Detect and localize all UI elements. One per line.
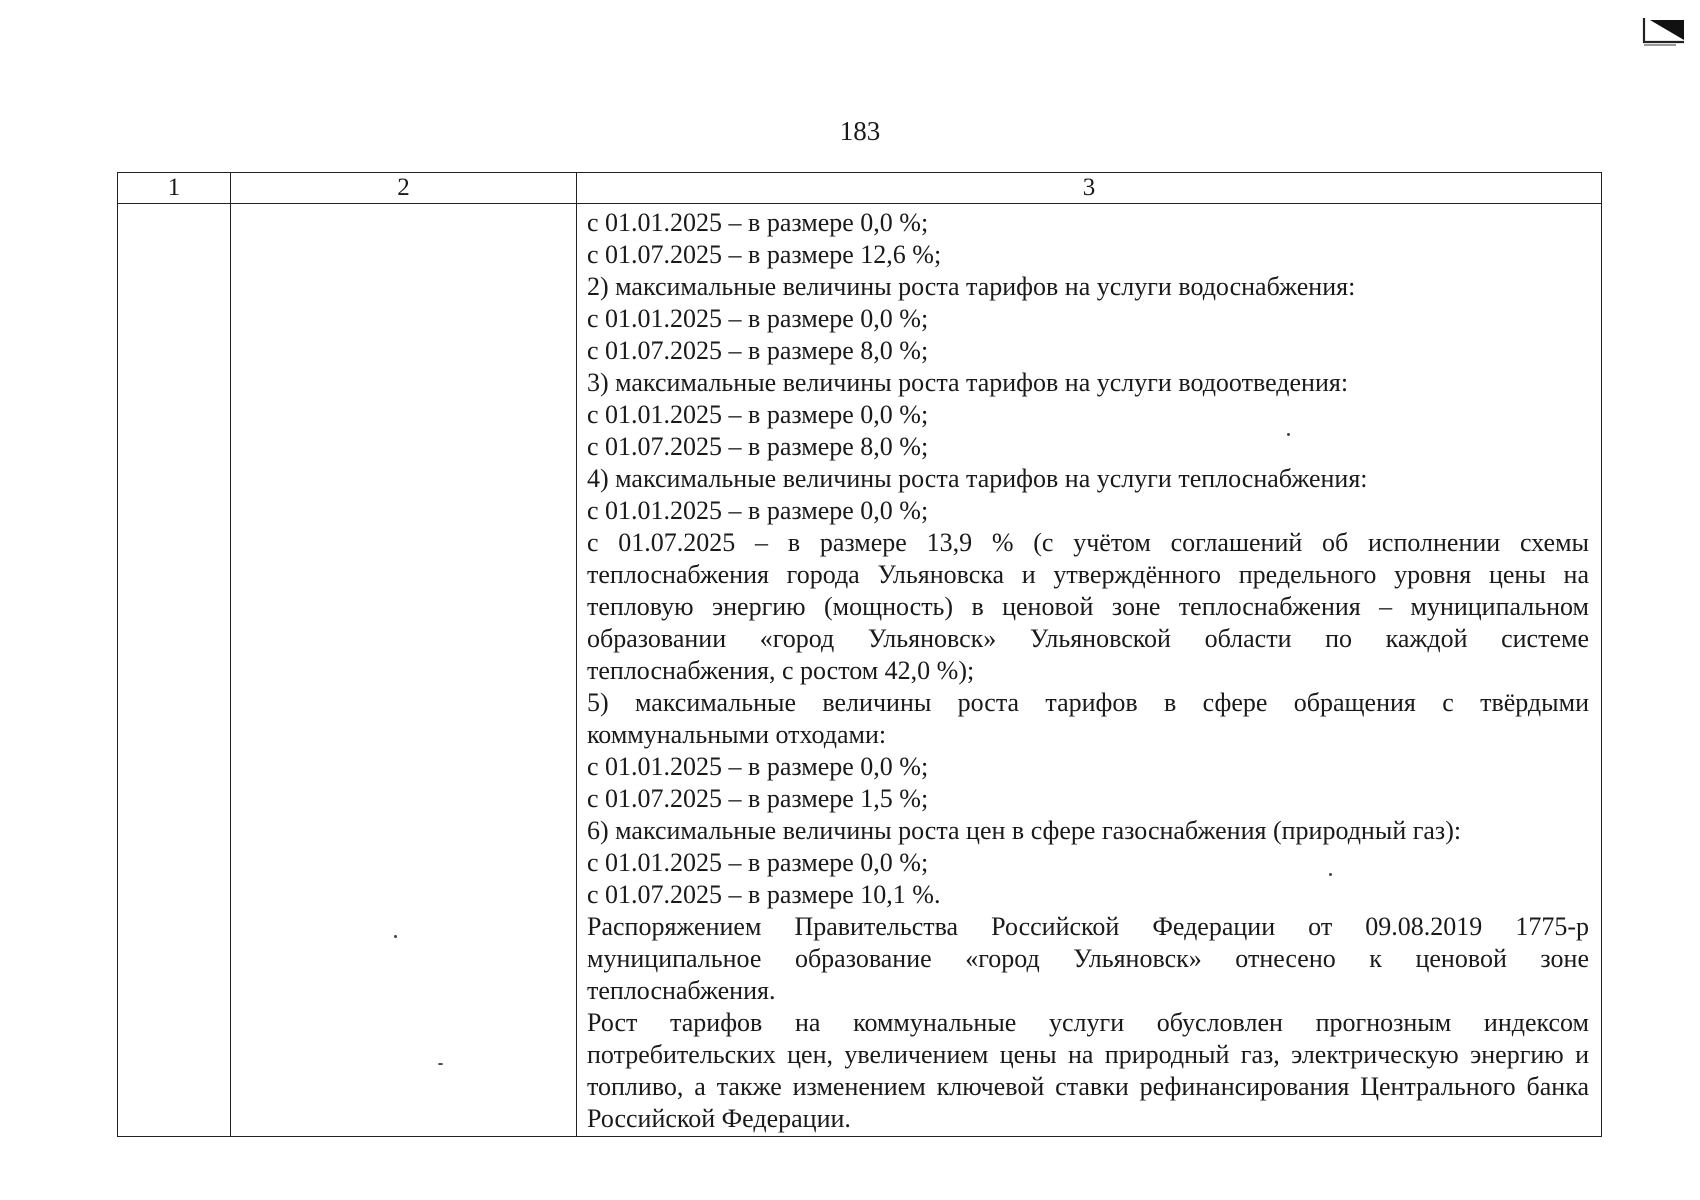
text-line: 3) максимальные величины роста тарифов на услуги водоотведения: <box>587 368 1349 397</box>
table-row <box>118 204 1602 1137</box>
column-header-3: 3 <box>577 173 1602 204</box>
scan-speck <box>394 935 397 938</box>
text-line: с 01.01.2025 – в размере 0,0 %; <box>587 496 929 525</box>
text-line: с 01.07.2025 – в размере 10,1 %. <box>587 880 941 909</box>
cell-col-3-content <box>577 204 1601 1135</box>
text-line: 6) максимальные величины роста цен в сфере газоснабжения (природный газ): <box>587 816 1462 845</box>
document-table <box>117 172 1602 1137</box>
cell-col-3 <box>577 204 1602 1137</box>
scan-speck <box>438 1063 443 1065</box>
text-line: с 01.01.2025 – в размере 0,0 %; <box>587 848 929 877</box>
page-number: 183 <box>839 116 881 146</box>
text-line: 4) максимальные величины роста тарифов на услуги теплоснабжения: <box>587 464 1368 493</box>
scan-speck <box>1287 433 1290 436</box>
cell-col-1 <box>118 204 231 1137</box>
text-line: с 01.01.2025 – в размере 0,0 %; <box>587 400 929 429</box>
paragraph-tariff-growth: Рост тарифов на коммунальные услуги обусловлен прогнозным индексом потребительских цен, увеличением цены на природный газ, электрическую энергию и топливо, а также изменением ключевой ставки рефинансирования Центрального банка Российской Федерации. <box>587 1008 1589 1133</box>
text-line: с 01.01.2025 – в размере 0,0 %; <box>587 208 929 237</box>
text-line: с 01.07.2025 – в размере 8,0 %; <box>587 336 929 365</box>
table-header-row <box>118 173 1602 204</box>
paragraph-heat-supply: с 01.07.2025 – в размере 13,9 % (с учётом соглашений об исполнении схемы теплоснабжения города Ульяновска и утверждённого предельного уровня цены на тепловую энергию (мощность) в ценовой зоне теплоснабжения – муниципальном образовании «город Ульяновск» Ульяновской области по каждой системе теплоснабжения, с ростом 42,0 %); <box>587 528 1589 685</box>
column-header-1: 1 <box>118 173 231 204</box>
text-line: с 01.07.2025 – в размере 12,6 %; <box>587 240 942 269</box>
column-header-2: 2 <box>231 173 577 204</box>
cell-col-2 <box>231 204 577 1137</box>
corner-stamp-mark <box>1640 16 1690 50</box>
text-line: с 01.07.2025 – в размере 8,0 %; <box>587 432 929 461</box>
text-line: 2) максимальные величины роста тарифов на услуги водоснабжения: <box>587 272 1356 301</box>
text-line: с 01.01.2025 – в размере 0,0 %; <box>587 752 929 781</box>
paragraph-solid-waste: 5) максимальные величины роста тарифов в сфере обращения с твёрдыми коммунальными отходами: <box>587 688 1589 749</box>
paragraph-government-order: Распоряжением Правительства Российской Федерации от 09.08.2019 1775-р муниципальное образование «город Ульяновск» отнесено к ценовой зоне теплоснабжения. <box>587 912 1589 1005</box>
scan-speck <box>1329 873 1332 876</box>
text-line: с 01.01.2025 – в размере 0,0 %; <box>587 304 929 333</box>
text-line: с 01.07.2025 – в размере 1,5 %; <box>587 784 929 813</box>
